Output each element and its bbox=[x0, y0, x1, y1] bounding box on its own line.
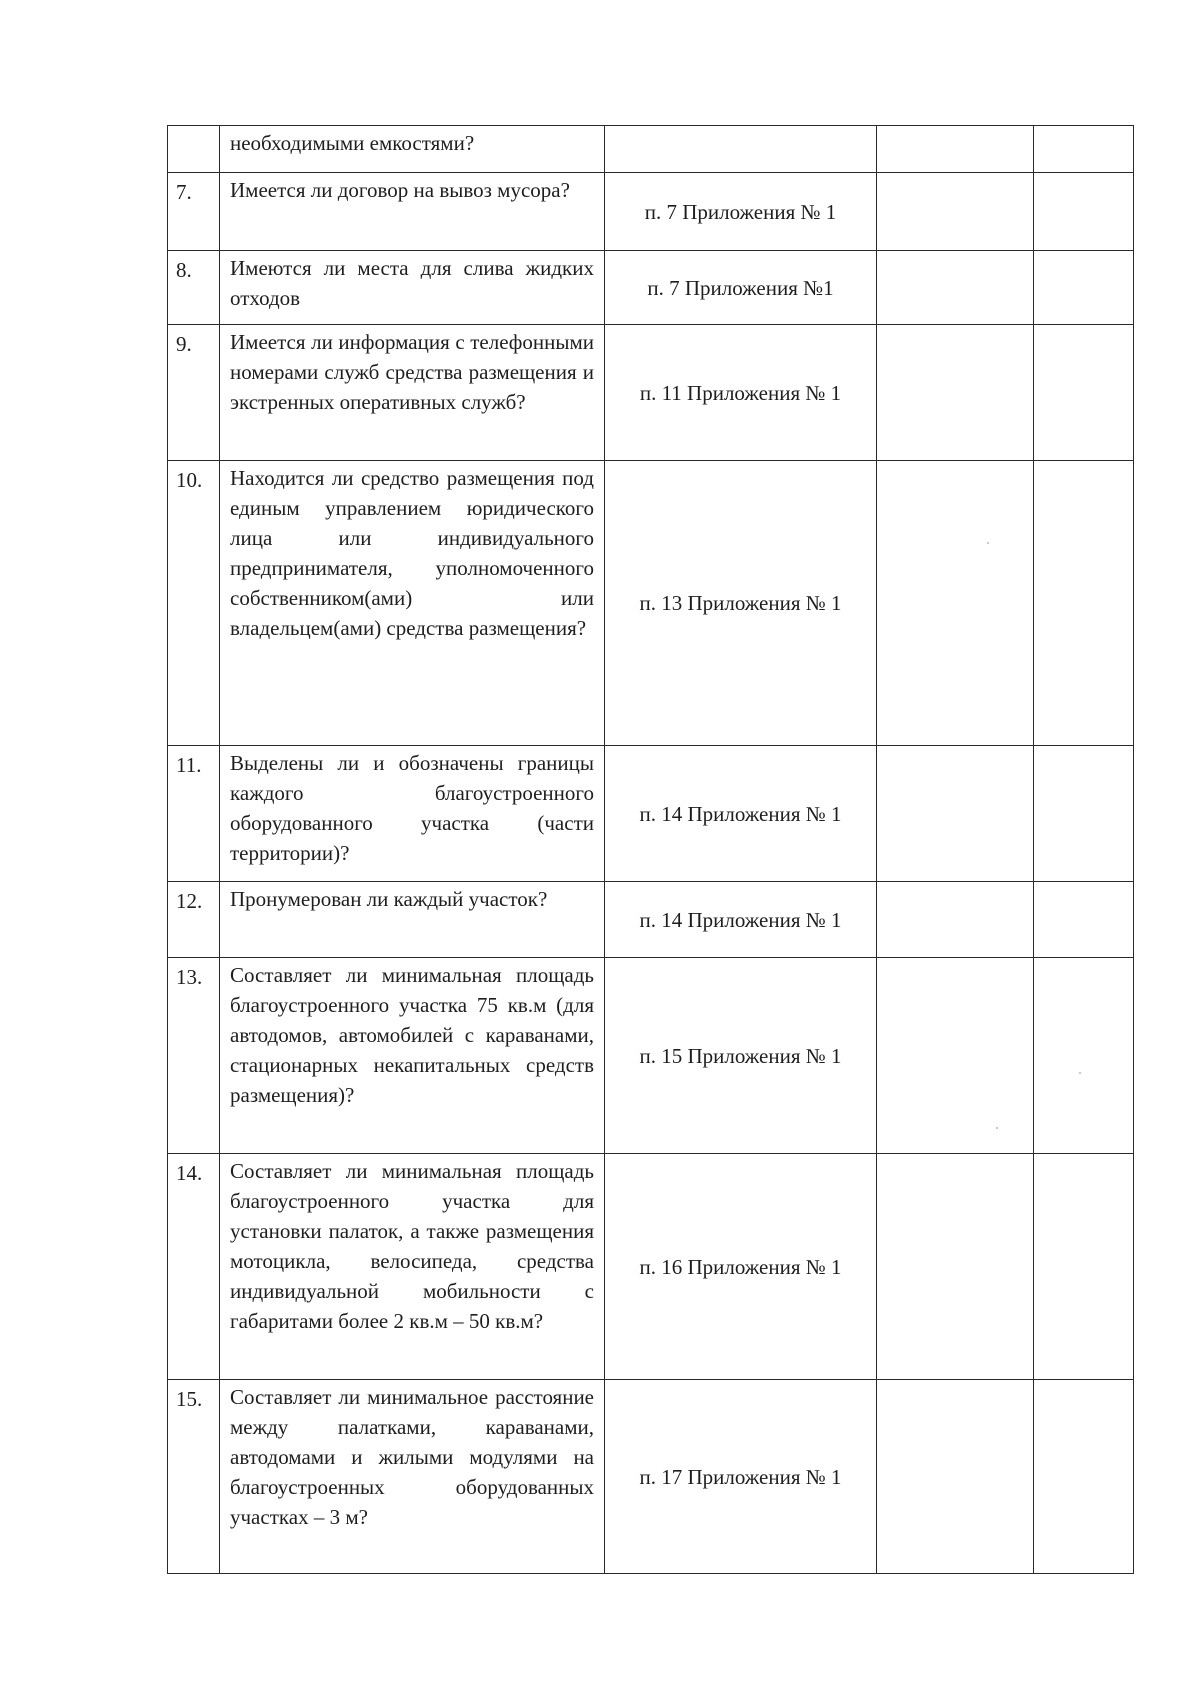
table-row bbox=[168, 325, 1134, 461]
reference-cell: п. 17 Приложения № 1 bbox=[605, 1380, 877, 1574]
scan-speck bbox=[996, 1127, 998, 1129]
answer-cell bbox=[877, 126, 1034, 173]
table-row bbox=[168, 461, 1134, 746]
reference-cell: п. 7 Приложения № 1 bbox=[605, 173, 877, 251]
question-text: Имеются ли места для слива жидких отходов bbox=[220, 251, 605, 325]
reference-cell: п. 11 Приложения № 1 bbox=[605, 325, 877, 461]
row-number: 13. bbox=[168, 958, 220, 1154]
table-row bbox=[168, 882, 1134, 958]
scan-speck bbox=[1079, 1072, 1081, 1074]
table-row bbox=[168, 173, 1134, 251]
table-row bbox=[168, 126, 1134, 173]
question-text: Составляет ли минимальная площадь благоустроенного участка 75 кв.м (для автодомов, автомобилей с караванами, стационарных некапитальных средств размещения)? bbox=[220, 958, 605, 1154]
answer-cell bbox=[877, 251, 1034, 325]
note-cell bbox=[1034, 126, 1134, 173]
row-number: 14. bbox=[168, 1154, 220, 1380]
answer-cell bbox=[877, 325, 1034, 461]
answer-cell bbox=[877, 746, 1034, 882]
row-number: 12. bbox=[168, 882, 220, 958]
row-number bbox=[168, 126, 220, 173]
table-row bbox=[168, 746, 1134, 882]
note-cell bbox=[1034, 325, 1134, 461]
reference-cell: п. 14 Приложения № 1 bbox=[605, 746, 877, 882]
answer-cell bbox=[877, 1154, 1034, 1380]
note-cell bbox=[1034, 173, 1134, 251]
note-cell bbox=[1034, 958, 1134, 1154]
answer-cell bbox=[877, 882, 1034, 958]
question-text: необходимыми емкостями? bbox=[220, 126, 605, 173]
question-text: Пронумерован ли каждый участок? bbox=[220, 882, 605, 958]
row-number: 10. bbox=[168, 461, 220, 746]
note-cell bbox=[1034, 251, 1134, 325]
row-number: 11. bbox=[168, 746, 220, 882]
note-cell bbox=[1034, 461, 1134, 746]
question-text: Находится ли средство размещения под единым управлением юридического лица или индивидуального предпринимателя, уполномоченного собственником(ами) или владельцем(ами) средства размещения? bbox=[220, 461, 605, 746]
reference-cell: п. 14 Приложения № 1 bbox=[605, 882, 877, 958]
row-number: 8. bbox=[168, 251, 220, 325]
note-cell bbox=[1034, 882, 1134, 958]
note-cell bbox=[1034, 1380, 1134, 1574]
question-text: Имеется ли договор на вывоз мусора? bbox=[220, 173, 605, 251]
table-row bbox=[168, 1154, 1134, 1380]
answer-cell bbox=[877, 958, 1034, 1154]
note-cell bbox=[1034, 1154, 1134, 1380]
table-row bbox=[168, 1380, 1134, 1574]
question-text: Составляет ли минимальная площадь благоустроенного участка для установки палаток, а также размещения мотоцикла, велосипеда, средства индивидуальной мобильности с габаритами более 2 кв.м – 50 кв.м? bbox=[220, 1154, 605, 1380]
question-text: Выделены ли и обозначены границы каждого благоустроенного оборудованного участка (части территории)? bbox=[220, 746, 605, 882]
table-row bbox=[168, 251, 1134, 325]
question-text: Имеется ли информация с телефонными номерами служб средства размещения и экстренных оперативных служб? bbox=[220, 325, 605, 461]
reference-cell: п. 7 Приложения №1 bbox=[605, 251, 877, 325]
row-number: 9. bbox=[168, 325, 220, 461]
answer-cell bbox=[877, 173, 1034, 251]
reference-cell bbox=[605, 126, 877, 173]
answer-cell bbox=[877, 1380, 1034, 1574]
table-row bbox=[168, 958, 1134, 1154]
checklist-table bbox=[167, 125, 1134, 1574]
reference-cell: п. 15 Приложения № 1 bbox=[605, 958, 877, 1154]
row-number: 7. bbox=[168, 173, 220, 251]
reference-cell: п. 16 Приложения № 1 bbox=[605, 1154, 877, 1380]
row-number: 15. bbox=[168, 1380, 220, 1574]
question-text: Составляет ли минимальное расстояние между палатками, караванами, автодомами и жилыми модулями на благоустроенных оборудованных участках – 3 м? bbox=[220, 1380, 605, 1574]
answer-cell bbox=[877, 461, 1034, 746]
note-cell bbox=[1034, 746, 1134, 882]
reference-cell: п. 13 Приложения № 1 bbox=[605, 461, 877, 746]
scan-speck bbox=[987, 542, 989, 544]
